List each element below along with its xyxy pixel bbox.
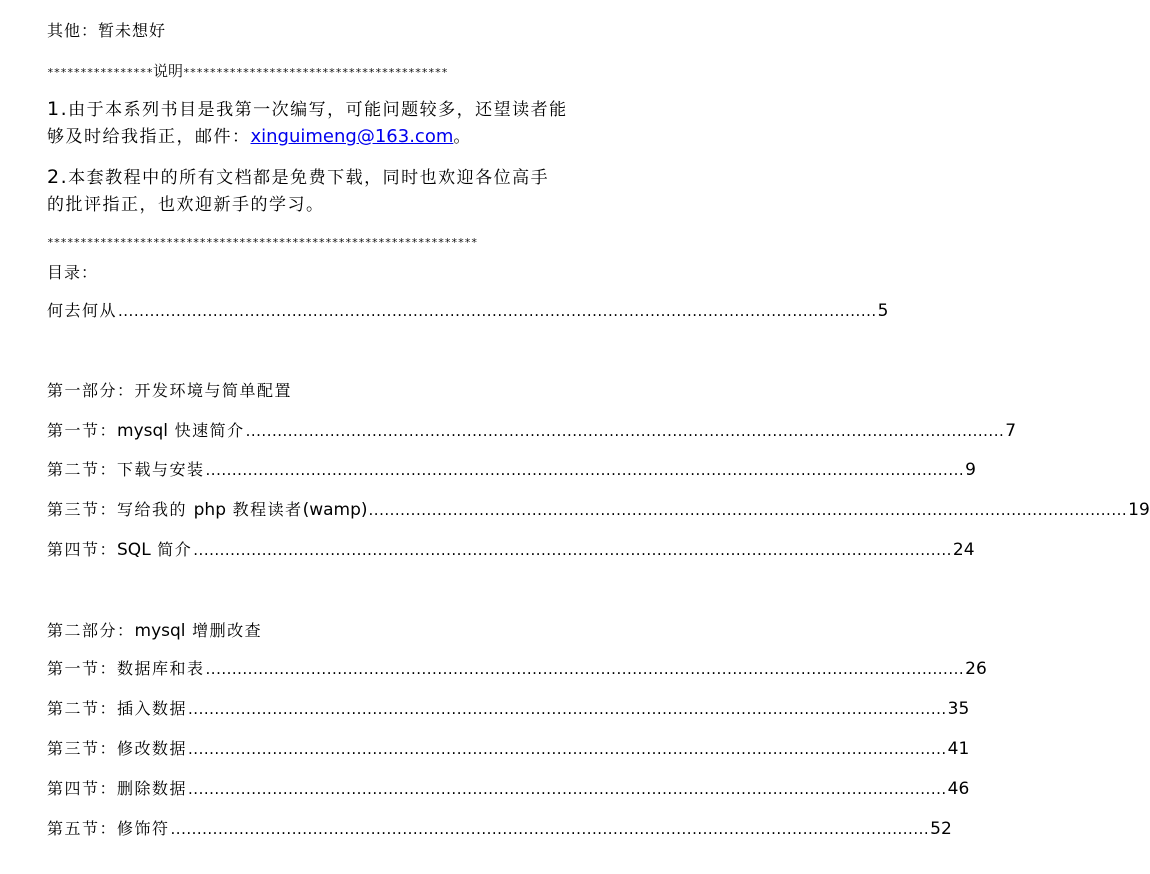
toc-entry-label: 第二节：插入数据 bbox=[47, 699, 188, 718]
toc-entry-1-2[interactable] bbox=[47, 457, 976, 481]
toc-title: 目录： bbox=[47, 263, 99, 282]
toc-entry-label: 第二节：下载与安装 bbox=[47, 460, 205, 479]
toc-part-1-heading bbox=[47, 378, 292, 401]
note-2-number: 2. bbox=[47, 166, 69, 188]
note-2-text-1: 本套教程中的所有文档都是免费下载，同时也欢迎各位高手 bbox=[68, 168, 550, 188]
toc-entry-2-4[interactable] bbox=[47, 776, 970, 800]
toc-page-number: 5 bbox=[877, 301, 889, 321]
note-1-suffix: 。 bbox=[453, 127, 472, 147]
note-1-line-1 bbox=[47, 98, 568, 121]
toc-entry-intro[interactable] bbox=[47, 298, 889, 322]
notes-divider-top bbox=[47, 60, 448, 84]
toc-entry-2-3[interactable] bbox=[47, 736, 970, 760]
toc-entry-label: 第五节：修饰符 bbox=[47, 819, 170, 838]
toc-page-number: 9 bbox=[965, 460, 976, 480]
note-1-number: 1. bbox=[47, 98, 69, 120]
toc-entry-1-1[interactable] bbox=[47, 418, 1017, 442]
toc-leader: ................................................................................................................................................ bbox=[245, 422, 1005, 440]
toc-page-number: 41 bbox=[947, 739, 970, 759]
other-label: 其他： bbox=[47, 21, 99, 40]
note-1-text-2: 够及时给我指正，邮件： bbox=[47, 127, 251, 147]
part-2-prefix: 第二部分： bbox=[47, 621, 135, 640]
toc-entry-1-4[interactable] bbox=[47, 537, 975, 561]
toc-entry-1-3[interactable] bbox=[47, 497, 1150, 521]
toc-part-2-heading bbox=[47, 618, 262, 641]
part-1-title: 开发环境与简单配置 bbox=[134, 381, 293, 400]
other-line bbox=[47, 20, 166, 42]
toc-leader: ................................................................................................................................................ bbox=[368, 501, 1128, 519]
toc-entry-2-2[interactable] bbox=[47, 696, 970, 720]
part-1-prefix: 第一部分： bbox=[47, 381, 135, 400]
toc-leader: ................................................................................................................................................ bbox=[188, 740, 947, 758]
toc-entry-2-1[interactable] bbox=[47, 656, 987, 680]
other-value: 暂未想好 bbox=[98, 21, 167, 40]
divider-title: 说明 bbox=[152, 62, 183, 80]
toc-page-number: 46 bbox=[947, 779, 970, 799]
email-link[interactable]: xinguimeng@163.com bbox=[250, 126, 454, 147]
toc-page-number: 24 bbox=[952, 540, 975, 560]
toc-page-number: 52 bbox=[930, 819, 952, 839]
toc-leader: ................................................................................................................................................ bbox=[118, 302, 877, 320]
notes-divider-bottom: ***************************************************************** bbox=[47, 236, 478, 249]
toc-entry-label: 何去何从 bbox=[47, 301, 118, 320]
toc-entry-label: 第一节：mysql 快速简介 bbox=[47, 421, 245, 441]
note-1-line-2 bbox=[47, 126, 472, 148]
toc-entry-label: 第三节：写给我的 php 教程读者(wamp) bbox=[47, 500, 368, 520]
toc-leader: ................................................................................................................................................ bbox=[188, 780, 947, 798]
toc-entry-label: 第四节：SQL 简介 bbox=[47, 540, 193, 560]
toc-leader: ................................................................................................................................................ bbox=[193, 541, 952, 559]
part-2-latin: mysql bbox=[134, 621, 186, 641]
toc-page-number: 7 bbox=[1005, 421, 1017, 441]
toc-leader: ................................................................................................................................................ bbox=[205, 660, 965, 678]
divider-left: **************** bbox=[47, 66, 153, 79]
note-2-text-2: 的批评指正，也欢迎新手的学习。 bbox=[47, 195, 325, 215]
toc-leader: ................................................................................................................................................ bbox=[205, 461, 965, 479]
toc-entry-2-5[interactable] bbox=[47, 816, 952, 840]
toc-page-number: 26 bbox=[965, 659, 987, 679]
toc-entry-label: 第一节：数据库和表 bbox=[47, 659, 205, 678]
toc-leader: ................................................................................................................................................ bbox=[170, 820, 930, 838]
toc-page-number: 35 bbox=[947, 699, 970, 719]
note-2-line-1 bbox=[47, 166, 549, 189]
note-1-text-1: 由于本系列书目是我第一次编写，可能问题较多，还望读者能 bbox=[68, 100, 568, 120]
divider-right: **************************************** bbox=[182, 66, 448, 79]
toc-entry-label: 第四节：删除数据 bbox=[47, 779, 188, 798]
toc-leader: ................................................................................................................................................ bbox=[188, 700, 947, 718]
note-2-line-2 bbox=[47, 194, 325, 216]
toc-page-number: 19 bbox=[1128, 500, 1150, 520]
part-2-title: 增删改查 bbox=[192, 621, 263, 640]
toc-entry-label: 第三节：修改数据 bbox=[47, 739, 188, 758]
